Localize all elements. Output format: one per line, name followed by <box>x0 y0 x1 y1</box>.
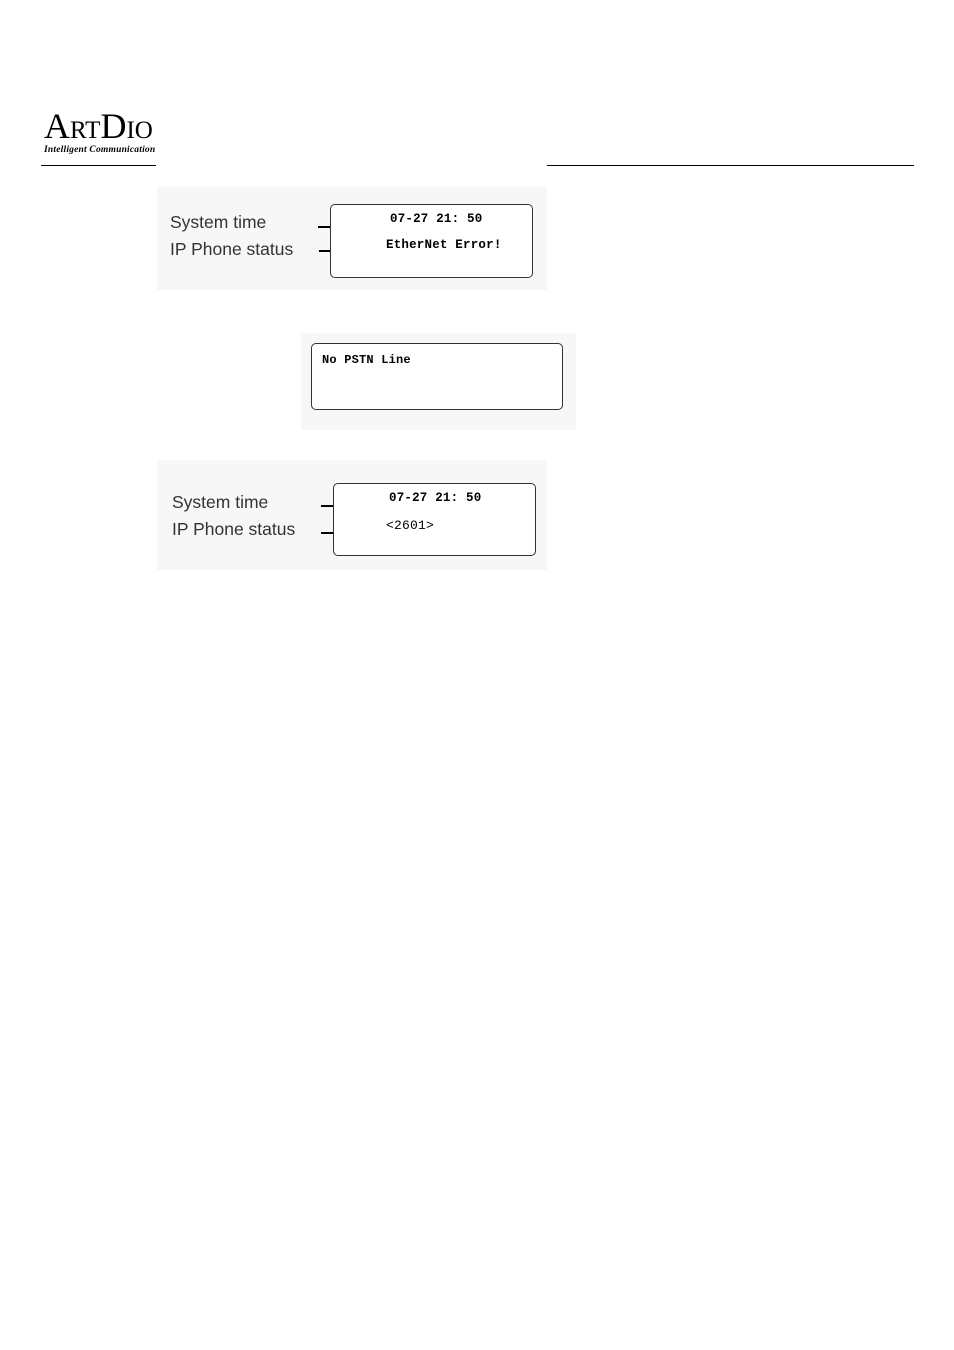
ip-phone-status-label: IP Phone status <box>172 519 296 539</box>
system-time-label: System time <box>170 212 267 232</box>
lcd-figure-ethernet-error <box>157 187 547 290</box>
lcd-status-text: No PSTN Line <box>322 353 411 367</box>
lcd-status-text: EtherNet Error! <box>386 238 502 252</box>
ip-phone-status-label: IP Phone status <box>170 239 294 259</box>
lcd-screen <box>330 204 533 278</box>
lcd-extension-number: <2601> <box>386 518 435 533</box>
lcd-figure-no-pstn <box>301 333 576 430</box>
logo-tagline: Intelligent Communication <box>44 145 156 155</box>
lcd-screen <box>333 483 536 556</box>
logo-wordmark: ARTDIO <box>44 106 153 146</box>
header-rule <box>547 165 914 166</box>
system-time-label: System time <box>172 492 269 512</box>
lcd-system-time: 07-27 21: 50 <box>389 491 482 505</box>
lcd-figure-extension <box>157 460 547 570</box>
lcd-system-time: 07-27 21: 50 <box>390 212 483 226</box>
artdio-logo <box>44 108 184 162</box>
logo-underline <box>41 165 156 166</box>
lcd-screen <box>311 343 563 410</box>
